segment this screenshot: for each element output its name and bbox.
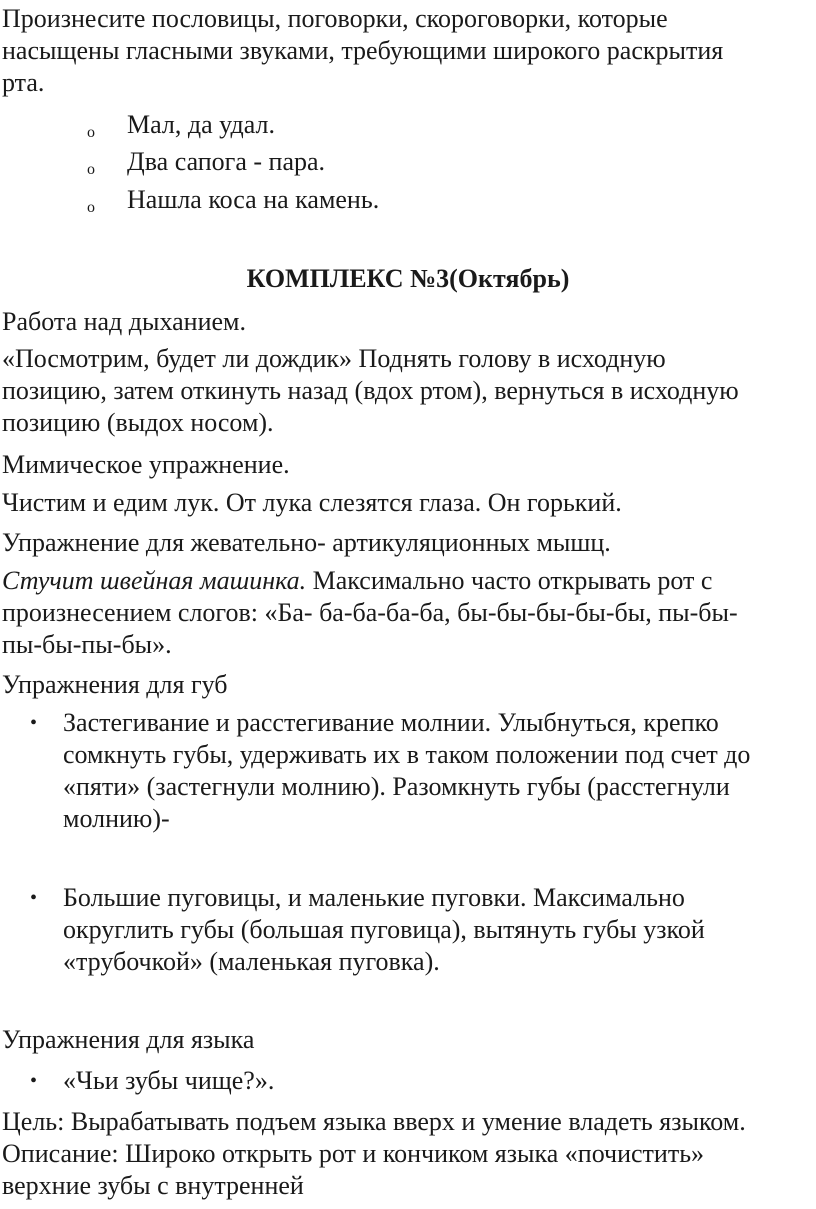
text-line: Застегивание и расстегивание молнии. Улыбнуться, крепко	[63, 708, 719, 737]
text-span: Максимально часто открывать рот с	[306, 566, 713, 595]
list-item	[63, 707, 815, 835]
tongue-title	[2, 1024, 814, 1056]
text-line: насыщены гласными звуками, требующими широкого раскрытия	[2, 36, 724, 65]
list-item: Два сапога - пара.	[127, 147, 326, 176]
text-line: Большие пуговицы, и маленькие пуговки. Максимально	[63, 883, 685, 912]
text-line: верхние зубы с внутренней	[2, 1171, 304, 1200]
list-item	[63, 882, 815, 978]
text-line: произнесением слогов: «Ба- ба-ба-ба-ба, бы-бы-бы-бы-бы, пы-бы-	[2, 598, 738, 627]
chewing-paragraph	[2, 565, 814, 661]
mimic-paragraph	[2, 487, 814, 519]
text-line: Цель: Вырабатывать подъем языка вверх и умение владеть языком.	[2, 1107, 746, 1136]
section-heading: КОМПЛЕКС №3(Октябрь)	[246, 264, 570, 293]
text-line: Упражнения для губ	[2, 670, 228, 699]
final-paragraph	[2, 1106, 814, 1202]
text-line: «трубочкой» (маленькая пуговка).	[63, 947, 440, 976]
text-line: позицию (выдох носом).	[2, 408, 274, 437]
text-line: молнию)-	[63, 804, 170, 833]
text-line: позицию, затем откинуть назад (вдох ртом), вернуться в исходную	[2, 376, 739, 405]
mimic-title	[2, 449, 814, 481]
bullet-icon: •	[30, 887, 38, 909]
text-line: Описание: Широко открыть рот и кончиком языка «почистить»	[2, 1139, 705, 1168]
list-item	[63, 1065, 815, 1097]
circle-bullet-icon: o	[87, 199, 95, 216]
text-line	[2, 565, 814, 597]
text-line: «пяти» (застегнули молнию). Разомкнуть губы (расстегнули	[63, 772, 730, 801]
text-line: Чистим и едим лук. От лука слезятся глаза. Он горький.	[2, 488, 622, 517]
text-line: «Посмотрим, будет ли дождик» Поднять голову в исходную	[2, 344, 666, 373]
text-line: сомкнуть губы, удерживать их в таком положении под счет до	[63, 740, 751, 769]
circle-bullet-icon: o	[87, 124, 95, 141]
text-line: «Чьи зубы чище?».	[63, 1066, 275, 1095]
list-item: Нашла коса на камень.	[127, 185, 380, 214]
intro-paragraph	[2, 3, 814, 99]
text-line: рта.	[2, 68, 45, 97]
breathing-title	[2, 306, 814, 338]
bullet-icon: •	[30, 712, 38, 734]
lips-title	[2, 669, 814, 701]
text-line: Произнесите пословицы, поговорки, скороговорки, которые	[2, 4, 668, 33]
breathing-paragraph	[2, 343, 814, 439]
bullet-icon: •	[30, 1070, 38, 1092]
list-item: Мал, да удал.	[127, 110, 275, 139]
text-line: Работа над дыханием.	[2, 307, 247, 336]
chewing-title	[2, 527, 814, 559]
text-line: пы-бы-пы-бы».	[2, 630, 172, 659]
text-line: округлить губы (большая пуговица), вытянуть губы узкой	[63, 915, 705, 944]
text-line: Мимическое упражнение.	[2, 450, 290, 479]
text-line: Упражнение для жевательно- артикуляционных мышц.	[2, 528, 611, 557]
circle-bullet-icon: o	[87, 161, 95, 178]
italic-exercise-name: Стучит швейная машинка.	[2, 566, 307, 595]
text-line: Упражнения для языка	[2, 1025, 255, 1054]
